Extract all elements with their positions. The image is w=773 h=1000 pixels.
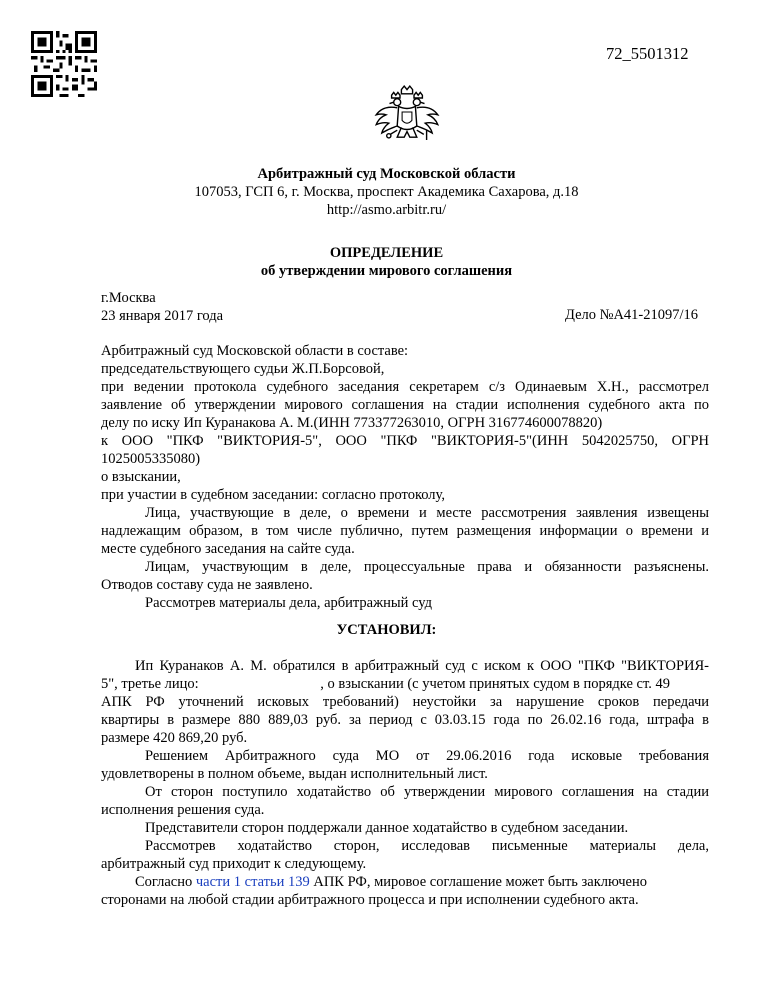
body-line: Лицам, участвующим в деле, процессуальные права и обязанности разъяснены. [145, 559, 709, 575]
body-line: при участии в судебном заседании: согласно протоколу, [101, 487, 445, 503]
body-line: надлежащим образом, в том числе публично, путем размещения информации о времени и [101, 523, 709, 539]
body-line: председательствующего судьи Ж.П.Борсовой, [101, 361, 385, 377]
findings-line: исполнения решения суда. [101, 802, 265, 818]
findings-text: АПК РФ, мировое соглашение может быть заключено [309, 874, 647, 890]
findings-line: АПК РФ уточнений исковых требований) неустойки за нарушение сроков передачи [101, 694, 709, 710]
findings-line: сторонами на любой стадии арбитражного процесса и при исполнении судебного акта. [101, 892, 639, 908]
city: г.Москва [101, 290, 156, 306]
findings-text: 5", третье лицо: [101, 676, 203, 692]
body-line: месте судебного заседания на сайте суда. [101, 541, 355, 557]
findings-line: Рассмотрев ходатайство сторон, исследовав письменные материалы дела, [145, 838, 709, 854]
body-line: делу по иску Ип Куранакова А. М.(ИНН 773377263010, ОГРН 316774600078820) [101, 415, 603, 431]
findings-line [101, 675, 709, 693]
findings-line: От сторон поступило ходатайство об утверждении мирового соглашения на стадии [145, 784, 709, 800]
case-number: Дело №А41-21097/16 [565, 307, 699, 323]
findings-line [135, 873, 743, 891]
document-subtitle: об утверждении мирового соглашения [260, 263, 513, 279]
findings-line: размере 420 869,20 руб. [101, 730, 248, 746]
court-address: 107053, ГСП 6, г. Москва, проспект Академика Сахарова, д.18 [194, 184, 579, 200]
russian-coat-of-arms-icon [372, 84, 442, 154]
findings-line: Ип Куранаков А. М. обратился в арбитражный суд с иском к ООО "ПКФ "ВИКТОРИЯ- [135, 658, 709, 674]
findings-text: Согласно [135, 874, 196, 890]
body-line: Лица, участвующие в деле, о времени и месте рассмотрения заявления извещены [145, 505, 709, 521]
body-line: Отводов составу суда не заявлено. [101, 577, 313, 593]
body-line: Арбитражный суд Московской области в составе: [101, 343, 409, 359]
body-line: 1025005335080) [101, 451, 201, 467]
court-url: http://asmo.arbitr.ru/ [326, 202, 447, 218]
body-line: к ООО "ПКФ "ВИКТОРИЯ-5", ООО "ПКФ "ВИКТОРИЯ-5"(ИНН 5042025750, ОГРН [101, 433, 709, 449]
body-line: при ведении протокола судебного заседания секретарем с/з Одинаевым Х.Н., рассмотрел [101, 379, 709, 395]
section-heading: УСТАНОВИЛ: [336, 622, 437, 638]
court-name: Арбитражный суд Московской области [257, 166, 516, 182]
findings-line: удовлетворены в полном объеме, выдан исполнительный лист. [101, 766, 488, 782]
body-line: Рассмотрев материалы дела, арбитражный суд [145, 595, 432, 611]
law-article-link[interactable]: части 1 статьи 139 [195, 874, 310, 890]
findings-line: арбитражный суд приходит к следующему. [101, 856, 367, 872]
findings-line: Представители сторон поддержали данное ходатайство в судебном заседании. [145, 820, 629, 836]
document-number: 72_5501312 [606, 44, 689, 63]
document-title: ОПРЕДЕЛЕНИЕ [329, 245, 444, 261]
body-line: заявление об утверждении мирового соглашения на стадии исполнения судебного акта по [101, 397, 709, 413]
body-line: о взыскании, [101, 469, 181, 485]
findings-line: квартиры в размере 880 889,03 руб. за период с 03.03.15 года по 26.02.16 года, штрафа в [101, 712, 709, 728]
qr-code-icon [31, 31, 97, 97]
date: 23 января 2017 года [101, 308, 224, 324]
findings-line: Решением Арбитражного суда МО от 29.06.2016 года исковые требования [145, 748, 709, 764]
findings-text: , о взыскании (с учетом принятых судом в порядке ст. 49 [320, 676, 670, 692]
